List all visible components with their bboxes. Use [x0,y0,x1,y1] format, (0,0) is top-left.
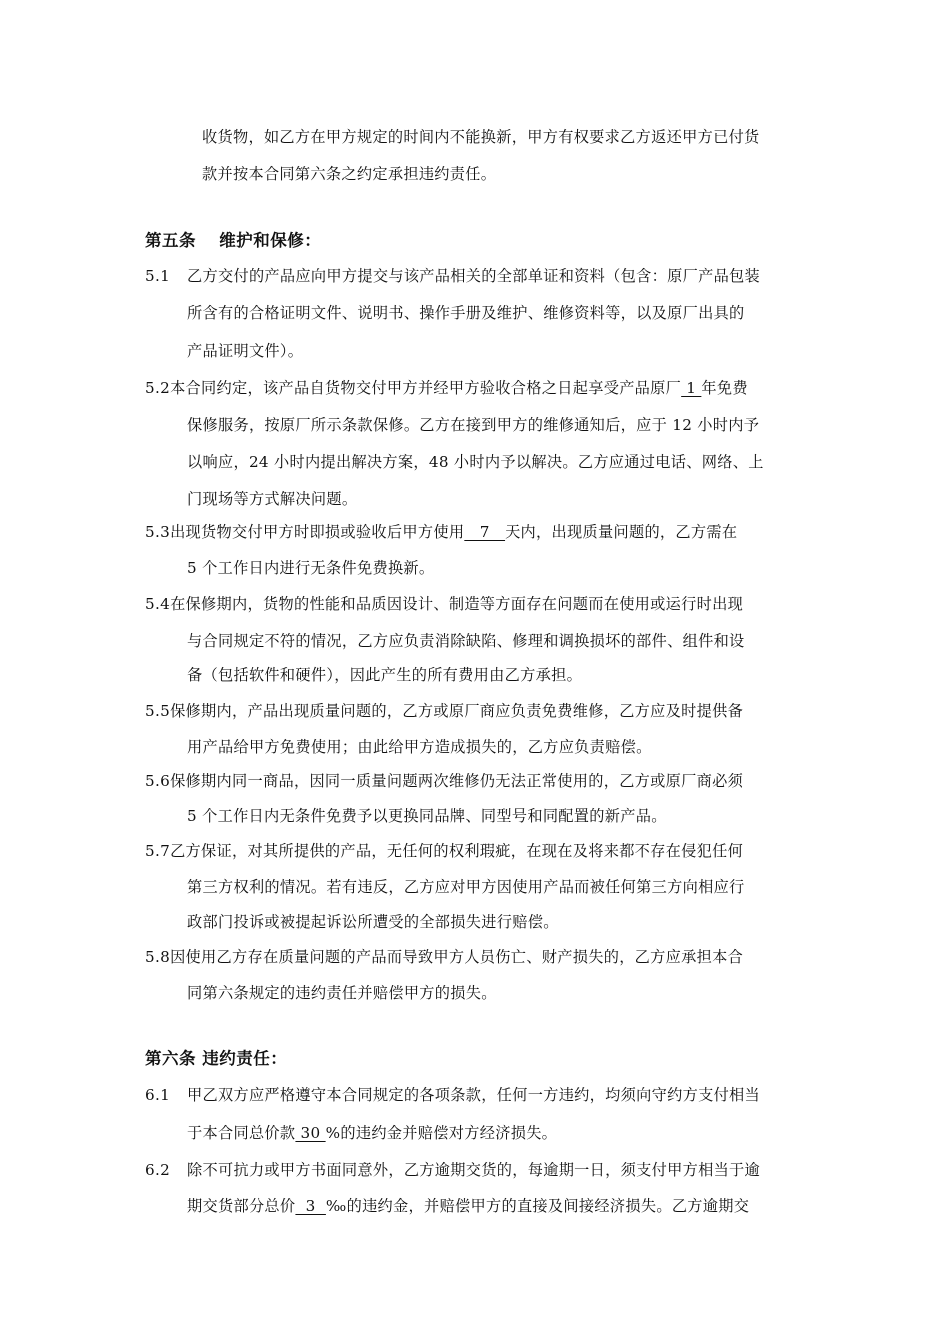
clause-5-6-line-1 [145,771,743,791]
intro-line-2: 款并按本合同第六条之约定承担违约责任。 [202,165,497,183]
clause-number: 5.2 [145,379,171,397]
clause-5-2-line-2: 保修服务，按原厂所示条款保修。乙方在接到甲方的维修通知后，应于 12 小时内予 [187,416,760,434]
clause-5-1-line-3: 产品证明文件）。 [187,342,304,360]
clause-text: 年免费 [701,379,748,397]
article-5-title: 第五条 维护和保修： [145,231,322,250]
clause-number: 5.7 [145,842,171,860]
clause-text: 乙方保证，对其所提供的产品，无任何的权利瑕疵，在现在及将来都不存在侵犯任何 [170,842,744,860]
clause-text: 保修期内，产品出现质量问题的，乙方或原厂商应负责免费维修，乙方应及时提供备 [170,702,744,720]
clause-5-3-line-1 [145,522,737,542]
clause-text: 期交货部分总价 [187,1197,296,1215]
clause-5-5-line-1 [145,701,743,721]
clause-5-4-line-3: 备（包括软件和硬件），因此产生的所有费用由乙方承担。 [187,666,583,684]
quality-days-blank: 7 [464,523,506,541]
clause-5-3-line-2: 5 个工作日内进行无条件免费换新。 [187,559,435,577]
penalty-percent-blank: 30 [295,1124,326,1142]
clause-5-2-line-1 [145,378,748,398]
clause-5-4-line-2: 与合同规定不符的情况，乙方应负责消除缺陷、修理和调换损坏的部件、组件和设 [187,632,745,650]
clause-5-7-line-2: 第三方权利的情况。若有违反，乙方应对甲方因使用产品而被任何第三方向相应行 [187,878,745,896]
penalty-permille-blank: 3 [295,1197,326,1215]
clause-6-2-line-1 [145,1160,760,1180]
clause-text: 天内，出现质量问题的，乙方需在 [505,523,738,541]
clause-text: 本合同约定，该产品自货物交付甲方并经甲方验收合格之日起享受产品原厂 [170,379,682,397]
clause-5-7-line-1 [145,841,743,861]
clause-6-1-line-2 [187,1123,557,1143]
clause-5-2-line-3: 以响应，24 小时内提出解决方案，48 小时内予以解决。乙方应通过电话、网络、上 [187,453,764,471]
clause-5-5-line-2: 用产品给甲方免费使用；由此给甲方造成损失的，乙方应负责赔偿。 [187,738,652,756]
clause-text: %的违约金并赔偿对方经济损失。 [325,1124,558,1142]
clause-number: 6.1 [145,1086,171,1104]
clause-number: 5.6 [145,772,171,790]
clause-5-1-line-1 [145,266,760,286]
clause-5-4-line-1 [145,594,743,614]
clause-5-2-line-4: 门现场等方式解决问题。 [187,490,358,508]
clause-5-8-line-1 [145,947,743,967]
clause-text: 出现货物交付甲方时即损或验收后甲方使用 [170,523,465,541]
clause-6-2-line-2 [187,1196,749,1216]
clause-text: ‰的违约金，并赔偿甲方的直接及间接经济损失。乙方逾期交 [325,1197,750,1215]
clause-number: 5.3 [145,523,171,541]
clause-number: 5.5 [145,702,171,720]
clause-6-1-line-1 [145,1085,760,1105]
warranty-years-blank: 1 [681,379,702,397]
clause-number: 6.2 [145,1161,171,1179]
clause-number: 5.1 [145,267,171,285]
clause-text: 甲乙双方应严格遵守本合同规定的各项条款，任何一方违约，均须向守约方支付相当 [187,1086,761,1104]
article-6-title: 第六条 违约责任： [145,1049,288,1068]
clause-text: 乙方交付的产品应向甲方提交与该产品相关的全部单证和资料（包含：原厂产品包装 [187,267,761,285]
clause-number: 5.8 [145,948,171,966]
clause-5-1-line-2: 所含有的合格证明文件、说明书、操作手册及维护、维修资料等，以及原厂出具的 [187,304,745,322]
clause-5-6-line-2: 5 个工作日内无条件免费予以更换同品牌、同型号和同配置的新产品。 [187,807,667,825]
clause-text: 除不可抗力或甲方书面同意外，乙方逾期交货的，每逾期一日，须支付甲方相当于逾 [187,1161,761,1179]
intro-line-1: 收货物，如乙方在甲方规定的时间内不能换新，甲方有权要求乙方返还甲方已付货 [202,128,760,146]
clause-number: 5.4 [145,595,171,613]
clause-5-8-line-2: 同第六条规定的违约责任并赔偿甲方的损失。 [187,984,497,1002]
clause-text: 于本合同总价款 [187,1124,296,1142]
clause-text: 在保修期内，货物的性能和品质因设计、制造等方面存在问题而在使用或运行时出现 [170,595,744,613]
clause-5-7-line-3: 政部门投诉或被提起诉讼所遭受的全部损失进行赔偿。 [187,913,559,931]
clause-text: 保修期内同一商品，因同一质量问题两次维修仍无法正常使用的，乙方或原厂商必须 [170,772,744,790]
clause-text: 因使用乙方存在质量问题的产品而导致甲方人员伤亡、财产损失的，乙方应承担本合 [170,948,744,966]
